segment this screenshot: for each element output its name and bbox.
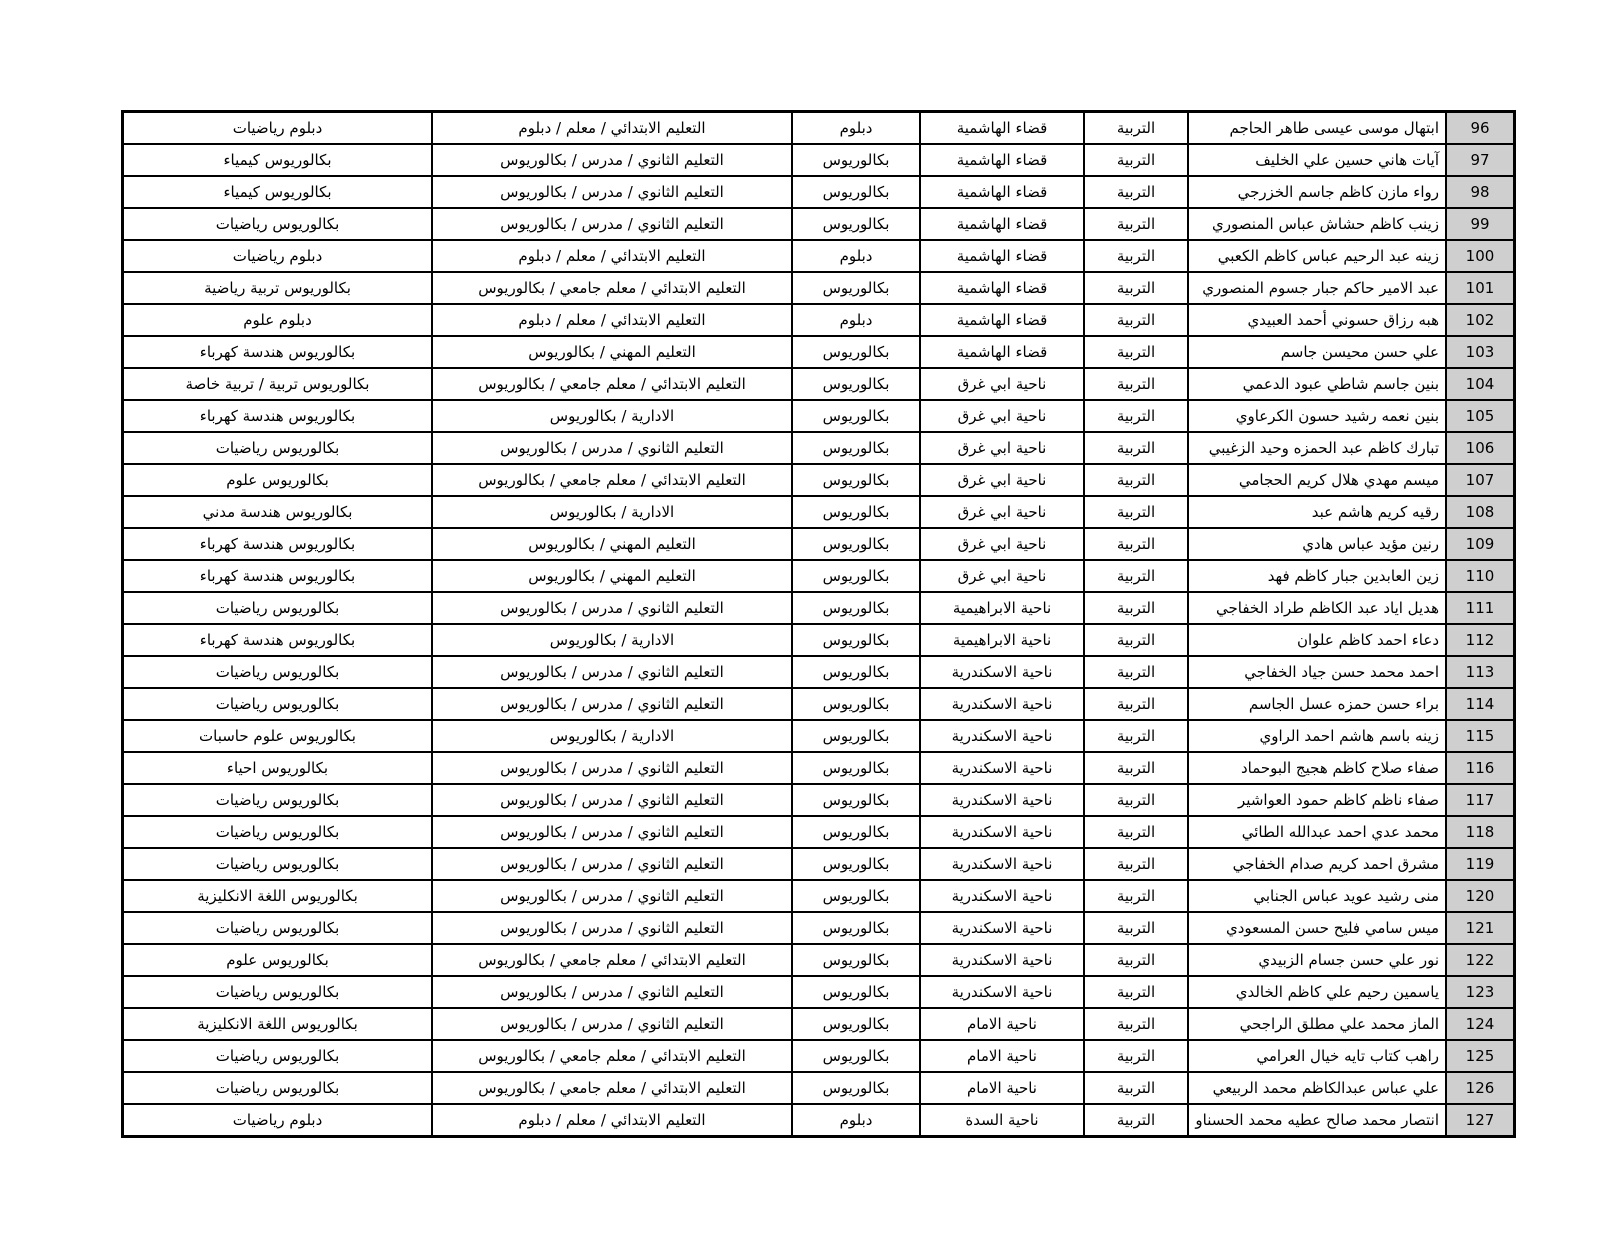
specialization-cell: بكالوريوس هندسة كهرباء <box>123 624 433 656</box>
location-cell: قضاء الهاشمية <box>920 208 1084 240</box>
full-name-cell: زين العابدين جبار كاظم فهد <box>1188 560 1446 592</box>
degree-cell: بكالوريوس <box>792 752 920 784</box>
full-name-cell: منى رشيد عويد عباس الجنابي <box>1188 880 1446 912</box>
table-row <box>123 912 1515 944</box>
full-name-cell: ابتهال موسى عيسى طاهر الحاجم <box>1188 112 1446 145</box>
department-cell: التربية <box>1084 624 1188 656</box>
full-name-cell: نور علي حسن جسام الزبيدي <box>1188 944 1446 976</box>
degree-cell: بكالوريوس <box>792 1040 920 1072</box>
table-row <box>123 848 1515 880</box>
location-cell: ناحية الاسكندرية <box>920 784 1084 816</box>
position-cell: التعليم الابتدائي / معلم / دبلوم <box>432 112 792 145</box>
degree-cell: بكالوريوس <box>792 464 920 496</box>
degree-cell: بكالوريوس <box>792 688 920 720</box>
department-cell: التربية <box>1084 368 1188 400</box>
table-row <box>123 464 1515 496</box>
location-cell: ناحية الاسكندرية <box>920 816 1084 848</box>
department-cell: التربية <box>1084 752 1188 784</box>
department-cell: التربية <box>1084 272 1188 304</box>
row-number-cell: 97 <box>1446 144 1515 176</box>
table-row <box>123 304 1515 336</box>
position-cell: التعليم الثانوي / مدرس / بكالوريوس <box>432 880 792 912</box>
row-number-cell: 99 <box>1446 208 1515 240</box>
department-cell: التربية <box>1084 592 1188 624</box>
specialization-cell: دبلوم علوم <box>123 304 433 336</box>
table-row <box>123 560 1515 592</box>
degree-cell: بكالوريوس <box>792 656 920 688</box>
specialization-cell: بكالوريوس اللغة الانكليزية <box>123 1008 433 1040</box>
location-cell: ناحية الاسكندرية <box>920 848 1084 880</box>
location-cell: ناحية الابراهيمية <box>920 624 1084 656</box>
specialization-cell: بكالوريوس علوم <box>123 464 433 496</box>
position-cell: التعليم المهني / بكالوريوس <box>432 560 792 592</box>
row-number-cell: 102 <box>1446 304 1515 336</box>
table-row <box>123 112 1515 145</box>
degree-cell: بكالوريوس <box>792 720 920 752</box>
location-cell: ناحية الاسكندرية <box>920 944 1084 976</box>
specialization-cell: بكالوريوس رياضيات <box>123 432 433 464</box>
table-row <box>123 400 1515 432</box>
degree-cell: بكالوريوس <box>792 1008 920 1040</box>
specialization-cell: بكالوريوس رياضيات <box>123 688 433 720</box>
degree-cell: بكالوريوس <box>792 432 920 464</box>
table-row <box>123 208 1515 240</box>
department-cell: التربية <box>1084 112 1188 145</box>
specialization-cell: بكالوريوس رياضيات <box>123 208 433 240</box>
location-cell: ناحية ابي غرق <box>920 464 1084 496</box>
department-cell: التربية <box>1084 208 1188 240</box>
row-number-cell: 123 <box>1446 976 1515 1008</box>
location-cell: ناحية الاسكندرية <box>920 752 1084 784</box>
degree-cell: بكالوريوس <box>792 176 920 208</box>
department-cell: التربية <box>1084 1072 1188 1104</box>
table-row <box>123 144 1515 176</box>
row-number-cell: 111 <box>1446 592 1515 624</box>
department-cell: التربية <box>1084 176 1188 208</box>
location-cell: ناحية الامام <box>920 1040 1084 1072</box>
full-name-cell: انتصار محمد صالح عطيه محمد الحسناو <box>1188 1104 1446 1137</box>
specialization-cell: بكالوريوس علوم حاسبات <box>123 720 433 752</box>
position-cell: التعليم الثانوي / مدرس / بكالوريوس <box>432 144 792 176</box>
position-cell: التعليم الثانوي / مدرس / بكالوريوس <box>432 1008 792 1040</box>
full-name-cell: زينه باسم هاشم احمد الراوي <box>1188 720 1446 752</box>
table-row <box>123 1040 1515 1072</box>
table-row <box>123 816 1515 848</box>
row-number-cell: 119 <box>1446 848 1515 880</box>
department-cell: التربية <box>1084 848 1188 880</box>
full-name-cell: هبه رزاق حسوني أحمد العبيدي <box>1188 304 1446 336</box>
degree-cell: بكالوريوس <box>792 976 920 1008</box>
specialization-cell: بكالوريوس رياضيات <box>123 1072 433 1104</box>
location-cell: ناحية الاسكندرية <box>920 976 1084 1008</box>
position-cell: التعليم الثانوي / مدرس / بكالوريوس <box>432 592 792 624</box>
position-cell: التعليم الثانوي / مدرس / بكالوريوس <box>432 912 792 944</box>
position-cell: التعليم الثانوي / مدرس / بكالوريوس <box>432 656 792 688</box>
degree-cell: بكالوريوس <box>792 944 920 976</box>
full-name-cell: ياسمين رحيم علي كاظم الخالدي <box>1188 976 1446 1008</box>
full-name-cell: علي عباس عبدالكاظم محمد الربيعي <box>1188 1072 1446 1104</box>
location-cell: ناحية ابي غرق <box>920 400 1084 432</box>
table-row <box>123 496 1515 528</box>
specialization-cell: بكالوريوس اللغة الانكليزية <box>123 880 433 912</box>
row-number-cell: 101 <box>1446 272 1515 304</box>
department-cell: التربية <box>1084 336 1188 368</box>
specialization-cell: بكالوريوس علوم <box>123 944 433 976</box>
location-cell: ناحية ابي غرق <box>920 368 1084 400</box>
position-cell: التعليم الثانوي / مدرس / بكالوريوس <box>432 752 792 784</box>
position-cell: الادارية / بكالوريوس <box>432 624 792 656</box>
full-name-cell: الماز محمد علي مطلق الراجحي <box>1188 1008 1446 1040</box>
specialization-cell: دبلوم رياضيات <box>123 240 433 272</box>
full-name-cell: ميسم مهدي هلال كريم الحجامي <box>1188 464 1446 496</box>
specialization-cell: بكالوريوس هندسة مدني <box>123 496 433 528</box>
table-row <box>123 592 1515 624</box>
table-row <box>123 784 1515 816</box>
full-name-cell: محمد عدي احمد عبدالله الطائي <box>1188 816 1446 848</box>
department-cell: التربية <box>1084 496 1188 528</box>
specialization-cell: دبلوم رياضيات <box>123 1104 433 1137</box>
row-number-cell: 110 <box>1446 560 1515 592</box>
department-cell: التربية <box>1084 528 1188 560</box>
specialization-cell: بكالوريوس تربية رياضية <box>123 272 433 304</box>
row-number-cell: 120 <box>1446 880 1515 912</box>
degree-cell: بكالوريوس <box>792 144 920 176</box>
appointees-table <box>121 110 1516 1138</box>
row-number-cell: 115 <box>1446 720 1515 752</box>
degree-cell: بكالوريوس <box>792 880 920 912</box>
position-cell: التعليم الابتدائي / معلم جامعي / بكالوريوس <box>432 464 792 496</box>
row-number-cell: 104 <box>1446 368 1515 400</box>
table-row <box>123 336 1515 368</box>
table-row <box>123 272 1515 304</box>
row-number-cell: 113 <box>1446 656 1515 688</box>
row-number-cell: 124 <box>1446 1008 1515 1040</box>
position-cell: التعليم المهني / بكالوريوس <box>432 336 792 368</box>
full-name-cell: عبد الامير حاكم جبار جسوم المنصوري <box>1188 272 1446 304</box>
full-name-cell: زينب كاظم حشاش عباس المنصوري <box>1188 208 1446 240</box>
table-row <box>123 176 1515 208</box>
position-cell: الادارية / بكالوريوس <box>432 496 792 528</box>
row-number-cell: 117 <box>1446 784 1515 816</box>
table-row <box>123 720 1515 752</box>
degree-cell: بكالوريوس <box>792 816 920 848</box>
position-cell: التعليم الثانوي / مدرس / بكالوريوس <box>432 976 792 1008</box>
department-cell: التربية <box>1084 784 1188 816</box>
location-cell: قضاء الهاشمية <box>920 144 1084 176</box>
position-cell: التعليم الثانوي / مدرس / بكالوريوس <box>432 784 792 816</box>
position-cell: التعليم الابتدائي / معلم / دبلوم <box>432 240 792 272</box>
department-cell: التربية <box>1084 560 1188 592</box>
degree-cell: بكالوريوس <box>792 400 920 432</box>
location-cell: ناحية السدة <box>920 1104 1084 1137</box>
table-row <box>123 1008 1515 1040</box>
position-cell: الادارية / بكالوريوس <box>432 400 792 432</box>
full-name-cell: آيات هاني حسين علي الخليف <box>1188 144 1446 176</box>
row-number-cell: 98 <box>1446 176 1515 208</box>
full-name-cell: راهب كتاب تايه خيال العرامي <box>1188 1040 1446 1072</box>
row-number-cell: 126 <box>1446 1072 1515 1104</box>
position-cell: التعليم الابتدائي / معلم جامعي / بكالوريوس <box>432 1072 792 1104</box>
degree-cell: بكالوريوس <box>792 592 920 624</box>
department-cell: التربية <box>1084 304 1188 336</box>
location-cell: ناحية الاسكندرية <box>920 912 1084 944</box>
department-cell: التربية <box>1084 1008 1188 1040</box>
table-row <box>123 240 1515 272</box>
row-number-cell: 112 <box>1446 624 1515 656</box>
specialization-cell: بكالوريوس رياضيات <box>123 816 433 848</box>
position-cell: التعليم الابتدائي / معلم / دبلوم <box>432 304 792 336</box>
full-name-cell: رواء مازن كاظم جاسم الخزرجي <box>1188 176 1446 208</box>
degree-cell: دبلوم <box>792 1104 920 1137</box>
degree-cell: دبلوم <box>792 112 920 145</box>
full-name-cell: صفاء صلاح كاظم هجيج البوحماد <box>1188 752 1446 784</box>
table-row <box>123 432 1515 464</box>
specialization-cell: بكالوريوس رياضيات <box>123 976 433 1008</box>
degree-cell: بكالوريوس <box>792 560 920 592</box>
degree-cell: بكالوريوس <box>792 848 920 880</box>
location-cell: قضاء الهاشمية <box>920 304 1084 336</box>
position-cell: التعليم الابتدائي / معلم جامعي / بكالوريوس <box>432 1040 792 1072</box>
department-cell: التربية <box>1084 880 1188 912</box>
location-cell: ناحية الاسكندرية <box>920 880 1084 912</box>
degree-cell: بكالوريوس <box>792 528 920 560</box>
row-number-cell: 100 <box>1446 240 1515 272</box>
department-cell: التربية <box>1084 400 1188 432</box>
department-cell: التربية <box>1084 1104 1188 1137</box>
position-cell: الادارية / بكالوريوس <box>432 720 792 752</box>
row-number-cell: 107 <box>1446 464 1515 496</box>
degree-cell: دبلوم <box>792 240 920 272</box>
specialization-cell: دبلوم رياضيات <box>123 112 433 145</box>
department-cell: التربية <box>1084 1040 1188 1072</box>
location-cell: قضاء الهاشمية <box>920 336 1084 368</box>
degree-cell: دبلوم <box>792 304 920 336</box>
row-number-cell: 108 <box>1446 496 1515 528</box>
location-cell: ناحية الامام <box>920 1072 1084 1104</box>
specialization-cell: بكالوريوس رياضيات <box>123 656 433 688</box>
position-cell: التعليم الثانوي / مدرس / بكالوريوس <box>432 176 792 208</box>
table-row <box>123 1072 1515 1104</box>
degree-cell: بكالوريوس <box>792 368 920 400</box>
degree-cell: بكالوريوس <box>792 496 920 528</box>
row-number-cell: 106 <box>1446 432 1515 464</box>
degree-cell: بكالوريوس <box>792 336 920 368</box>
location-cell: قضاء الهاشمية <box>920 176 1084 208</box>
full-name-cell: براء حسن حمزه عسل الجاسم <box>1188 688 1446 720</box>
degree-cell: بكالوريوس <box>792 272 920 304</box>
row-number-cell: 96 <box>1446 112 1515 145</box>
position-cell: التعليم الثانوي / مدرس / بكالوريوس <box>432 688 792 720</box>
table-row <box>123 688 1515 720</box>
position-cell: التعليم الابتدائي / معلم جامعي / بكالوريوس <box>432 368 792 400</box>
department-cell: التربية <box>1084 912 1188 944</box>
full-name-cell: دعاء احمد كاظم علوان <box>1188 624 1446 656</box>
degree-cell: بكالوريوس <box>792 784 920 816</box>
specialization-cell: بكالوريوس رياضيات <box>123 784 433 816</box>
table-row <box>123 624 1515 656</box>
position-cell: التعليم الثانوي / مدرس / بكالوريوس <box>432 208 792 240</box>
position-cell: التعليم الثانوي / مدرس / بكالوريوس <box>432 432 792 464</box>
table-row <box>123 944 1515 976</box>
table-row <box>123 528 1515 560</box>
specialization-cell: بكالوريوس هندسة كهرباء <box>123 528 433 560</box>
table-row <box>123 656 1515 688</box>
table-row <box>123 368 1515 400</box>
department-cell: التربية <box>1084 656 1188 688</box>
position-cell: التعليم الابتدائي / معلم / دبلوم <box>432 1104 792 1137</box>
location-cell: ناحية الابراهيمية <box>920 592 1084 624</box>
location-cell: ناحية الاسكندرية <box>920 656 1084 688</box>
table-row <box>123 752 1515 784</box>
row-number-cell: 103 <box>1446 336 1515 368</box>
position-cell: التعليم الابتدائي / معلم جامعي / بكالوريوس <box>432 944 792 976</box>
full-name-cell: صفاء ناظم كاظم حمود العواشير <box>1188 784 1446 816</box>
specialization-cell: بكالوريوس هندسة كهرباء <box>123 336 433 368</box>
full-name-cell: مشرق احمد كريم صدام الخفاجي <box>1188 848 1446 880</box>
department-cell: التربية <box>1084 976 1188 1008</box>
row-number-cell: 122 <box>1446 944 1515 976</box>
row-number-cell: 121 <box>1446 912 1515 944</box>
location-cell: قضاء الهاشمية <box>920 272 1084 304</box>
position-cell: التعليم الابتدائي / معلم جامعي / بكالوريوس <box>432 272 792 304</box>
row-number-cell: 109 <box>1446 528 1515 560</box>
row-number-cell: 114 <box>1446 688 1515 720</box>
specialization-cell: بكالوريوس رياضيات <box>123 912 433 944</box>
degree-cell: بكالوريوس <box>792 912 920 944</box>
row-number-cell: 127 <box>1446 1104 1515 1137</box>
table-row <box>123 880 1515 912</box>
row-number-cell: 118 <box>1446 816 1515 848</box>
full-name-cell: احمد محمد حسن جياد الخفاجي <box>1188 656 1446 688</box>
row-number-cell: 125 <box>1446 1040 1515 1072</box>
row-number-cell: 105 <box>1446 400 1515 432</box>
location-cell: ناحية الاسكندرية <box>920 720 1084 752</box>
location-cell: ناحية ابي غرق <box>920 496 1084 528</box>
specialization-cell: بكالوريوس احياء <box>123 752 433 784</box>
position-cell: التعليم الثانوي / مدرس / بكالوريوس <box>432 816 792 848</box>
appointees-table-body <box>123 112 1515 1137</box>
department-cell: التربية <box>1084 464 1188 496</box>
department-cell: التربية <box>1084 816 1188 848</box>
degree-cell: بكالوريوس <box>792 1072 920 1104</box>
full-name-cell: ميس سامي فليح حسن المسعودي <box>1188 912 1446 944</box>
department-cell: التربية <box>1084 432 1188 464</box>
degree-cell: بكالوريوس <box>792 208 920 240</box>
specialization-cell: بكالوريوس رياضيات <box>123 1040 433 1072</box>
location-cell: ناحية ابي غرق <box>920 560 1084 592</box>
department-cell: التربية <box>1084 144 1188 176</box>
department-cell: التربية <box>1084 240 1188 272</box>
specialization-cell: بكالوريوس هندسة كهرباء <box>123 560 433 592</box>
department-cell: التربية <box>1084 720 1188 752</box>
row-number-cell: 116 <box>1446 752 1515 784</box>
table-row <box>123 976 1515 1008</box>
location-cell: ناحية ابي غرق <box>920 432 1084 464</box>
full-name-cell: رنين مؤيد عباس هادي <box>1188 528 1446 560</box>
specialization-cell: بكالوريوس كيمياء <box>123 176 433 208</box>
full-name-cell: بنين نعمه رشيد حسون الكرعاوي <box>1188 400 1446 432</box>
location-cell: قضاء الهاشمية <box>920 240 1084 272</box>
location-cell: ناحية الاسكندرية <box>920 688 1084 720</box>
specialization-cell: بكالوريوس رياضيات <box>123 592 433 624</box>
location-cell: ناحية الامام <box>920 1008 1084 1040</box>
full-name-cell: تبارك كاظم عبد الحمزه وحيد الزغيبي <box>1188 432 1446 464</box>
specialization-cell: بكالوريوس هندسة كهرباء <box>123 400 433 432</box>
full-name-cell: هديل اياد عبد الكاظم طراد الخفاجي <box>1188 592 1446 624</box>
full-name-cell: رقيه كريم هاشم عبد <box>1188 496 1446 528</box>
table-row <box>123 1104 1515 1137</box>
full-name-cell: بنين جاسم شاطي عبود الدعمي <box>1188 368 1446 400</box>
department-cell: التربية <box>1084 944 1188 976</box>
degree-cell: بكالوريوس <box>792 624 920 656</box>
specialization-cell: بكالوريوس رياضيات <box>123 848 433 880</box>
full-name-cell: زينه عبد الرحيم عباس كاظم الكعبي <box>1188 240 1446 272</box>
full-name-cell: علي حسن محيسن جاسم <box>1188 336 1446 368</box>
location-cell: قضاء الهاشمية <box>920 112 1084 145</box>
specialization-cell: بكالوريوس كيمياء <box>123 144 433 176</box>
position-cell: التعليم المهني / بكالوريوس <box>432 528 792 560</box>
position-cell: التعليم الثانوي / مدرس / بكالوريوس <box>432 848 792 880</box>
location-cell: ناحية ابي غرق <box>920 528 1084 560</box>
department-cell: التربية <box>1084 688 1188 720</box>
specialization-cell: بكالوريوس تربية / تربية خاصة <box>123 368 433 400</box>
